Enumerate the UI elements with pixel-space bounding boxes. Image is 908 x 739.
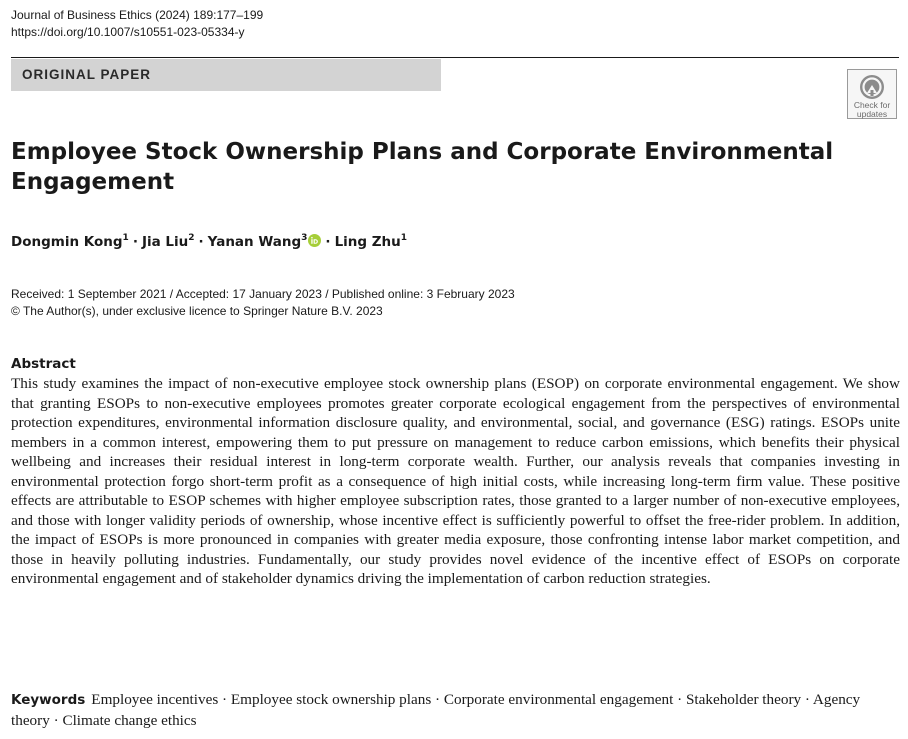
author-name[interactable]: Ling Zhu xyxy=(334,234,401,250)
paper-title: Employee Stock Ownership Plans and Corporate Environmental Engagement xyxy=(11,139,834,195)
author-affiliation: 1 xyxy=(400,233,408,243)
author-affiliation: 2 xyxy=(188,233,195,243)
author-name[interactable]: Yanan Wang xyxy=(207,234,302,250)
author-list xyxy=(11,232,407,252)
keywords-section xyxy=(11,690,900,730)
article-type-banner xyxy=(11,59,441,91)
doi-link[interactable]: https://doi.org/10.1007/s10551-023-05334-y xyxy=(11,25,245,39)
publication-history xyxy=(11,286,515,320)
journal-citation: Journal of Business Ethics (2024) 189:177–199 xyxy=(11,8,264,22)
copyright-notice: © The Author(s), under exclusive licence to Springer Nature B.V. 2023 xyxy=(11,304,383,318)
author-affiliation: 1 xyxy=(122,233,129,243)
keywords-list: Employee incentives · Employee stock ownership plans · Corporate environmental engagement · Stakeholder theory · Agency theory · Climate change ethics xyxy=(11,691,861,729)
check-for-updates-badge[interactable] xyxy=(847,69,897,119)
abstract-body: This study examines the impact of non-executive employee stock ownership plans (ESOP) on corporate environmental engagement. We show that granting ESOPs to non-executive employees promotes greater corporate ecological engagement from the perspectives of environmental protection expenditures, environmental information disclosure quality, and environmental, social, and governance (ESG) ratings. ESOPs unite members in a common interest, empowering them to put pressure on management to reduce carbon emissions, which benefits their physical wellbeing and increases their residual interest in long-term corporate wealth. Further, our analysis reveals that companies investing in environmental protection forgo short-term profit as a consequence of high initial costs, while increasing long-term firm value. These positive effects are attributable to ESOP schemes with higher employee subscription rates, those granted to a larger number of non-executive employees, and those with longer validity periods of ownership, whose incentive effect is sufficiently powerful to offset the free-rider problem. In addition, the impact of ESOPs is more pronounced in companies with greater media exposure, those confronting intense labor market competition, and those in heavily polluting industries. Fundamentally, our study provides novel evidence of the incentive effect of ESOPs on corporate environmental engagement and of stakeholder dynamics driving the implementation of carbon reduction strategies. xyxy=(11,375,900,587)
check-for-updates-text: Check for updates xyxy=(853,100,891,119)
author-name[interactable]: Dongmin Kong xyxy=(11,234,123,250)
author-separator: · xyxy=(198,234,204,250)
author-separator: · xyxy=(325,234,331,250)
article-type-label: ORIGINAL PAPER xyxy=(22,67,152,82)
orcid-icon[interactable] xyxy=(308,234,321,247)
check-for-updates-icon xyxy=(859,74,885,100)
header-rule xyxy=(11,57,899,58)
keywords-label: Keywords xyxy=(11,692,86,708)
journal-header xyxy=(11,7,263,41)
date-history: Received: 1 September 2021 / Accepted: 17 January 2023 / Published online: 3 February 2023 xyxy=(11,287,515,301)
author-separator: · xyxy=(132,234,138,250)
author-affiliation: 3 xyxy=(301,233,308,243)
author-name[interactable]: Jia Liu xyxy=(141,234,189,250)
abstract-heading: Abstract xyxy=(11,356,76,372)
